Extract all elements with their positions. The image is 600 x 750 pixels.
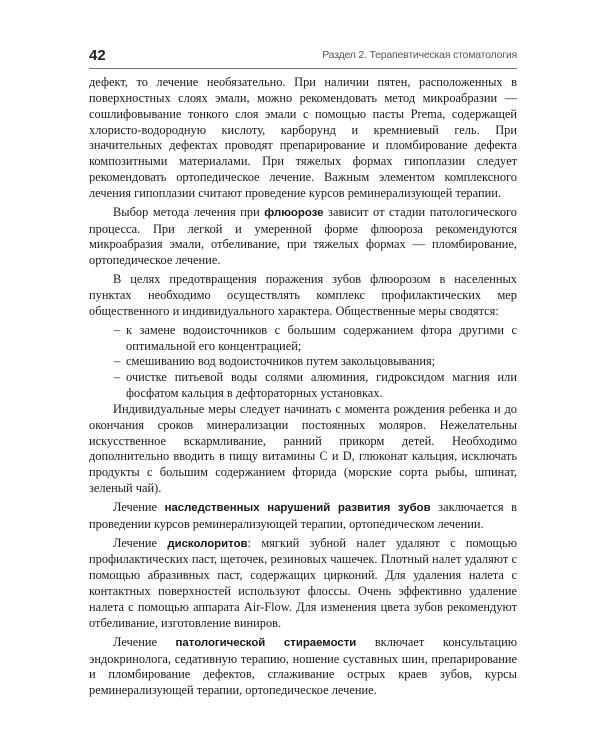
- term-hereditary-disorders: наследственных нарушений развития зубов: [164, 501, 431, 514]
- paragraph-discolorations: Лечение дисколоритов: мягкий зубной налет удаляют с помощью профилактических паст, щеточек, резиновых чашечек. Плотный налет удаляют с помощью абразивных паст, содержащих цирконий. Для удаления налета с контактных поверхностей используют флоссы. Очень эффективно удаление налета с помощью аппарата Air-Flow. Для изменения цвета зубов рекомендуют отбеливание, изготовление виниров.: [89, 535, 517, 630]
- term-discolorations: дисколоритов: [167, 537, 248, 550]
- paragraph-individual-measures: Индивидуальные меры следует начинать с момента рождения ребенка и до окончания сроков минерализации постоянных моляров. Нежелательны искусственное вскармливание, ранний прикорм детей. Необходимо дополнительно вводить в пищу витамины С и D, глюконат кальция, исключать продукты с большим содержанием фторида (морские сорта рыбы, шпинат, зеленый чай).: [89, 401, 517, 496]
- term-fluorosis: флюорозе: [264, 206, 324, 219]
- paragraph-fluorosis-prevention: В целях предотвращения поражения зубов флюорозом в населенных пунктах необходимо осуществлять комплекс профилактических мер общественного и индивидуального характера. Общественные меры сводятся:: [89, 272, 517, 318]
- page-number: 42: [89, 47, 106, 64]
- list-item: – очистке питьевой воды солями алюминия, гидроксидом магния или фосфатом кальция в дефтораторных установках.: [114, 370, 517, 401]
- paragraph-hypoplasia-treatment: дефект, то лечение необязательно. При наличии пятен, расположенных в поверхностных слоях эмали, можно рекомендовать метод микроабразии — сошлифовывание тонкого слоя эмали с помощью пасты Prema, содержащей хлористо-водородную кислоту, карборунд и кремниевый гель. При значительных дефектах проводят препарирование и пломбирование дефекта композитными материалами. При тяжелых формах гипоплазии следует рекомендовать ортопедическое лечение. Важным элементом комплексного лечения гипоплазии считают проведение курсов реминерализующей терапии.: [89, 75, 517, 200]
- list-item: – смешиванию вод водоисточников путем закольцовывания;: [114, 354, 436, 369]
- term-pathological-abrasion: патологической стираемости: [175, 636, 357, 649]
- page-header: [89, 44, 517, 69]
- running-title: Раздел 2. Терапевтическая стоматология: [322, 49, 517, 61]
- public-measures-list: [89, 323, 517, 402]
- paragraph-fluorosis-treatment: Выбор метода лечения при флюорозе зависит от стадии патологического процесса. При легкой и умеренной форме флюороза рекомендуются микроабразия эмали, отбеливание, при тяжелых формах — пломбирование, ортопедическое лечение.: [89, 204, 518, 268]
- paragraph-hereditary-disorders: Лечение наследственных нарушений развития зубов заключается в проведении курсов реминерализующей терапии, ортопедическом лечении.: [89, 499, 517, 531]
- list-item: – к замене водоисточников с большим содержанием фтора другими с оптимальной его концентрацией;: [114, 322, 517, 353]
- paragraph-pathological-abrasion: Лечение патологической стираемости включает консультацию эндокринолога, седативную терапию, ношение суставных шин, препарирование и пломбирование дефектов, сглаживание острых краев зубов, курсы реминерализующей терапии, ортопедическое лечение.: [89, 634, 517, 698]
- body-text: [89, 75, 517, 702]
